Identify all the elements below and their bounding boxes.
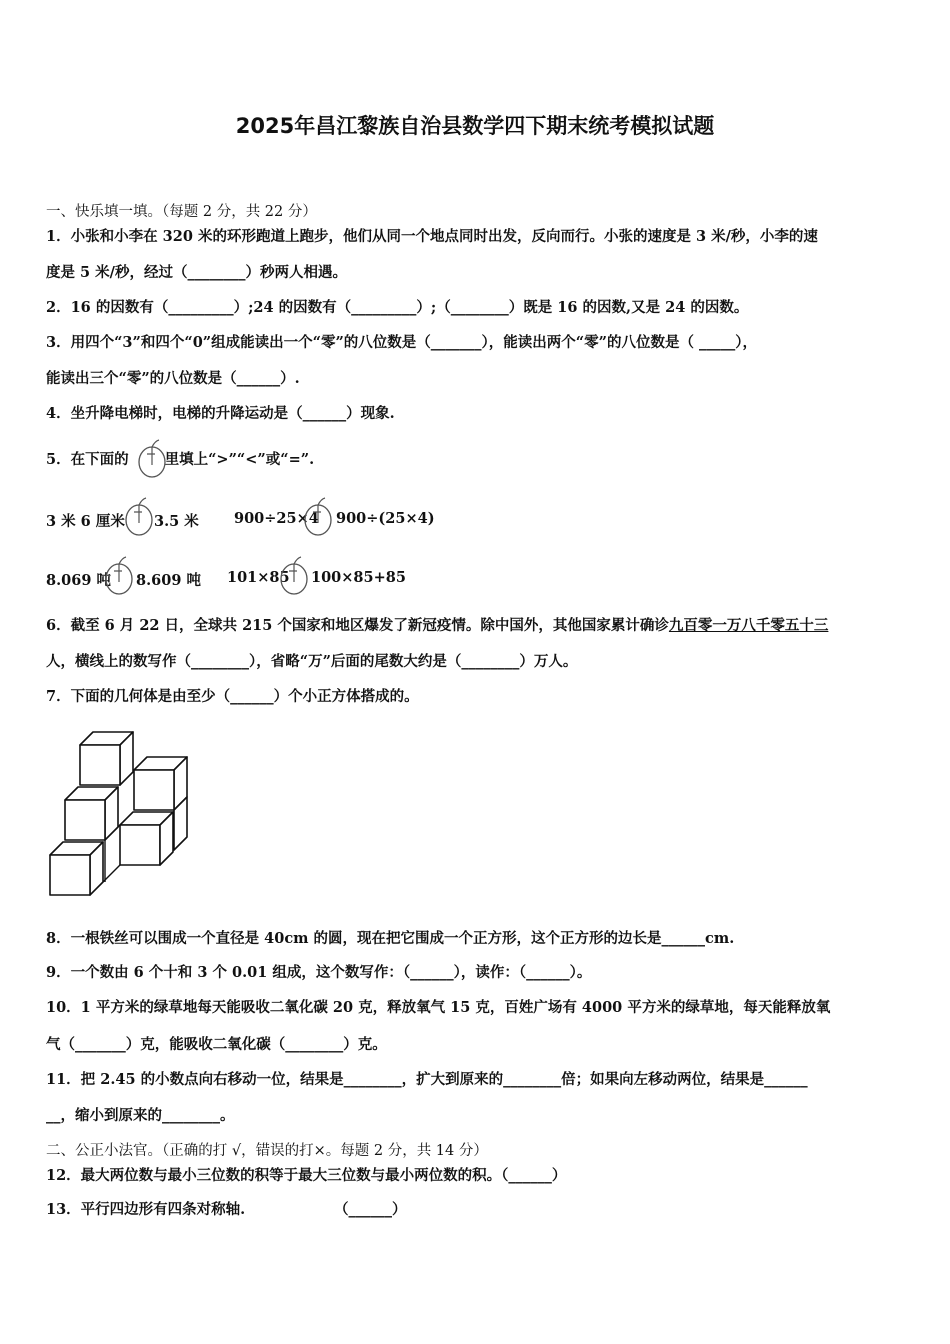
apple-circle-icon[interactable] [279, 555, 311, 597]
question-6-line-1 [46, 616, 908, 636]
question-5-suffix: 里填上“>”“<”或“=”. [164, 451, 315, 468]
question-2: 2．16 的因数有（_________）;24 的因数有（_________）;（________）既是 16 的因数,又是 24 的因数。 [46, 299, 749, 316]
question-4: 4．坐升降电梯时，电梯的升降运动是（______）现象. [46, 405, 395, 422]
question-7: 7．下面的几何体是由至少（______）个小正方体搭成的。 [46, 688, 419, 705]
comparison-1-right: 3.5 米 [154, 513, 199, 530]
comparison-3-right: 8.609 吨 [136, 572, 201, 589]
question-12: 12．最大两位数与最小三位数的积等于最大三位数与最小两位数的积。（______） [46, 1167, 567, 1184]
question-13 [46, 1200, 908, 1220]
apple-circle-icon[interactable] [303, 496, 335, 538]
section-2-heading: 二、公正小法官。（正确的打 √，错误的打×。每题 2 分，共 14 分） [46, 1143, 488, 1159]
comparison-4-right: 100×85+85 [311, 569, 406, 586]
question-10-line-1: 10．1 平方米的绿草地每天能吸收二氧化碳 20 克，释放氧气 15 克，百姓广场有 4000 平方米的绿草地，每天能释放氧 [46, 999, 831, 1016]
comparison-1-left: 3 米 6 厘米 [46, 513, 125, 530]
comparison-2-left: 900÷25×4 [234, 510, 319, 527]
question-5-prefix: 5．在下面的 [46, 451, 129, 468]
question-6-underlined-number: 九百零一万八千零五十三 [668, 617, 829, 634]
apple-circle-icon [137, 438, 169, 480]
page-title: 2025年昌江黎族自治县数学四下期末统考模拟试题 [235, 114, 715, 138]
section-1-heading: 一、快乐填一填。（每题 2 分，共 22 分） [46, 204, 317, 220]
apple-circle-icon[interactable] [124, 496, 156, 538]
question-1-line-2: 度是 5 米/秒，经过（________）秒两人相遇。 [46, 264, 347, 281]
comparison-4-left: 101×85 [227, 569, 290, 586]
apple-circle-icon[interactable] [104, 555, 136, 597]
question-10-line-2: 气（_______）克，能吸收二氧化碳（________）克。 [46, 1036, 387, 1053]
question-11-line-1: 11．把 2.45 的小数点向右移动一位，结果是________，扩大到原来的________倍；如果向左移动两位，结果是______ [46, 1071, 808, 1088]
question-8: 8．一根铁丝可以围成一个直径是 40cm 的圆，现在把它围成一个正方形，这个正方形的边长是______cm. [46, 930, 735, 947]
cube-stack-figure [48, 730, 193, 900]
question-6-text: 6．截至 6 月 22 日，全球共 215 个国家和地区爆发了新冠疫情。除中国外，其他国家累计确诊 [46, 617, 669, 634]
question-3-line-2: 能读出三个“零”的八位数是（______）. [46, 370, 300, 387]
question-5 [46, 450, 908, 470]
comparison-3-left: 8.069 吨 [46, 572, 111, 589]
question-1-line-1: 1．小张和小李在 320 米的环形跑道上跑步，他们从同一个地点同时出发，反向而行。小张的速度是 3 米/秒，小李的速 [46, 228, 818, 245]
comparison-2-right: 900÷(25×4) [336, 510, 435, 527]
question-3-line-1: 3．用四个“3”和四个“0”组成能读出一个“零”的八位数是（_______），能读出两个“零”的八位数是（ _____）， [46, 334, 758, 351]
question-9: 9．一个数由 6 个十和 3 个 0.01 组成，这个数写作：（______），读作：（______）。 [46, 964, 592, 981]
question-13-text: 13．平行四边形有四条对称轴. [46, 1201, 246, 1218]
question-6-line-2: 人，横线上的数写作（________），省略“万”后面的尾数大约是（________）万人。 [46, 653, 578, 670]
question-11-line-2: __，缩小到原来的________。 [46, 1107, 235, 1124]
question-13-answer-blank: （______） [334, 1201, 407, 1218]
